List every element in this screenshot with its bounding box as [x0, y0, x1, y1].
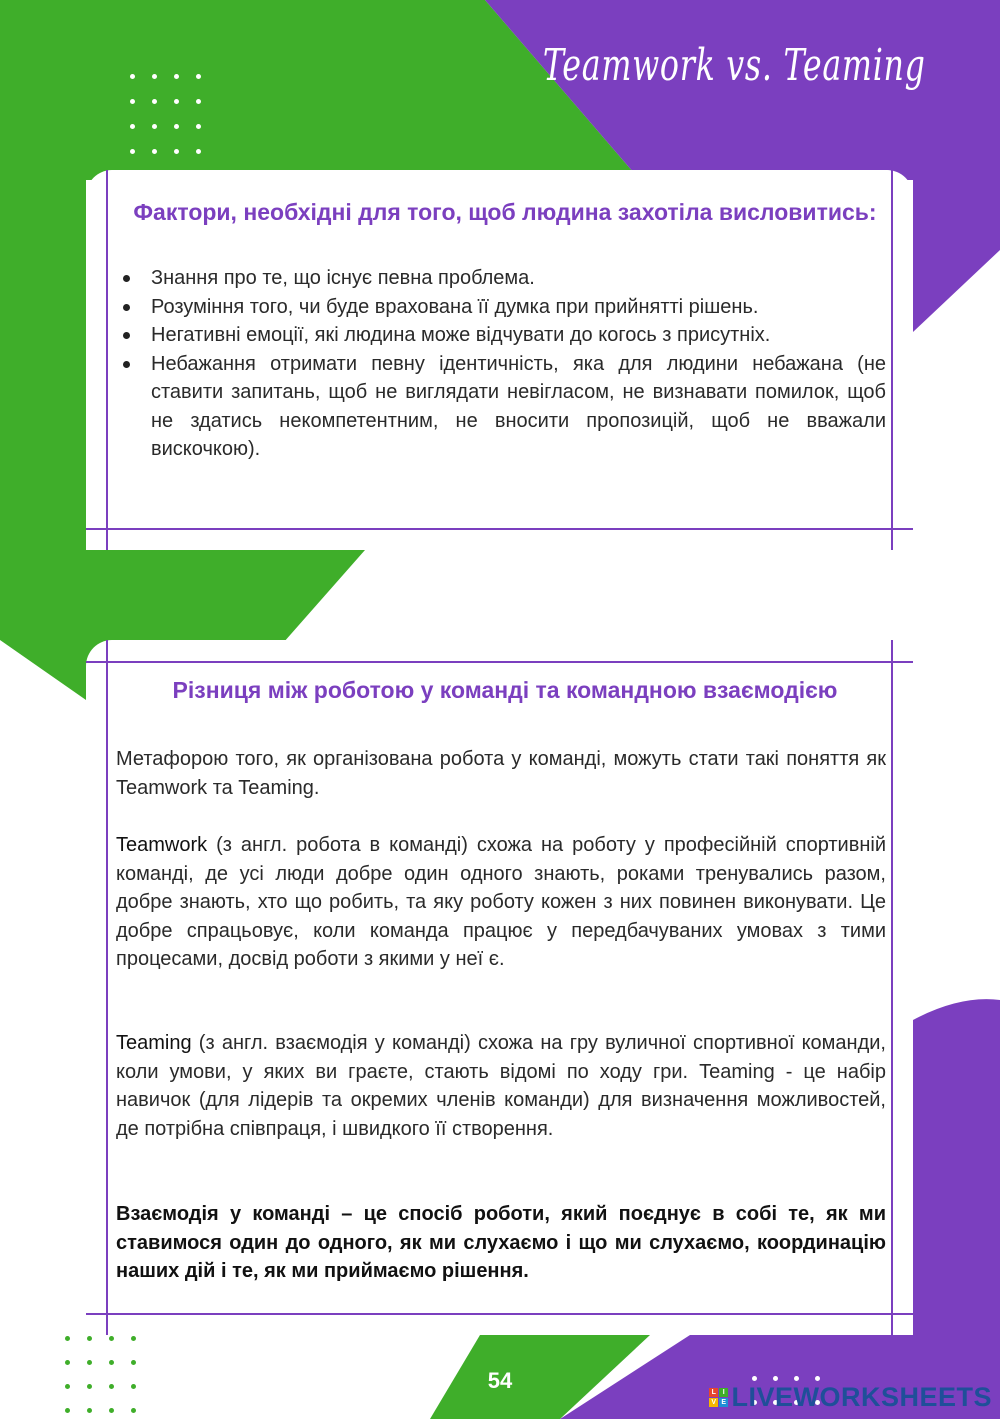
list-item: Небажання отримати певну ідентичність, яка для людини небажана (не ставити запитань, щоб не виглядати невігласом, не визнавати помилок, щоб не здатись некомпетентним, не вносити пропозицій, щоб не вважали вискочкою).	[116, 350, 886, 464]
dot-grid-bottom-left	[65, 1336, 136, 1413]
card2-frame-top	[86, 661, 913, 663]
watermark-text: LIVEWORKSHEETS	[731, 1382, 992, 1412]
dot-grid-top-left	[130, 74, 201, 154]
card2-frame-left	[106, 640, 108, 1335]
teamwork-text: (з англ. робота в команді) схожа на роботу у професійній спортивній команді, де усі люди добре один одного знають, роками тренувались разом, добре знають, хто що робить, та яку роботу кожен з них повинен виконувати. Це добре спрацьовує, коли команда працює у передбачуваних умовах з тими процесами, досвід роботи з якими у неї є.	[116, 834, 886, 970]
teamwork-paragraph	[116, 831, 886, 974]
list-item: Знання про те, що існує певна проблема.	[116, 264, 886, 293]
liveworksheets-logo-icon: L I V E	[711, 1389, 727, 1406]
intro-paragraph: Метафорою того, як організована робота у команді, можуть стати такі поняття як Teamwork та Teaming.	[116, 748, 886, 799]
teaming-paragraph	[116, 1029, 886, 1143]
card1-frame-left	[106, 170, 108, 550]
teaming-text: (з англ. взаємодія у команді) схожа на гру вуличної спортивної команди, коли умови, у яких ви граєте, стають відомі по ходу гри. Teaming - це набір навичок (для лідерів та окремих членів команди) для визначення можливостей, де потрібна співпраця, і швидкого її створення.	[116, 1032, 886, 1140]
page-number: 54	[487, 1368, 513, 1393]
card2-frame-right	[891, 640, 893, 1335]
teamwork-term: Teamwork	[116, 834, 208, 856]
factors-heading: Фактори, необхідні для того, щоб людина захотіла висловитись:	[133, 199, 877, 225]
liveworksheets-watermark	[709, 1382, 992, 1413]
conclusion-paragraph: Взаємодія у команді – це спосіб роботи, який поєднує в собі те, як ми ставимося один до одного, як ми слухаємо і що ми слухаємо, координацію наших дій і те, як ми приймаємо рішення.	[116, 1203, 886, 1282]
teaming-term: Teaming	[116, 1032, 192, 1054]
card2-frame-bottom	[86, 1313, 913, 1315]
difference-heading: Різниця між роботою у команді та командною взаємодією	[172, 677, 838, 703]
list-item: Розуміння того, чи буде врахована її думка при прийнятті рішень.	[116, 293, 886, 322]
card1-frame-bottom	[86, 528, 913, 530]
page-title: Teamwork vs. Teaming	[543, 40, 926, 91]
factors-list	[116, 264, 886, 464]
list-item: Негативні емоції, які людина може відчувати до когось з присутніх.	[116, 321, 886, 350]
